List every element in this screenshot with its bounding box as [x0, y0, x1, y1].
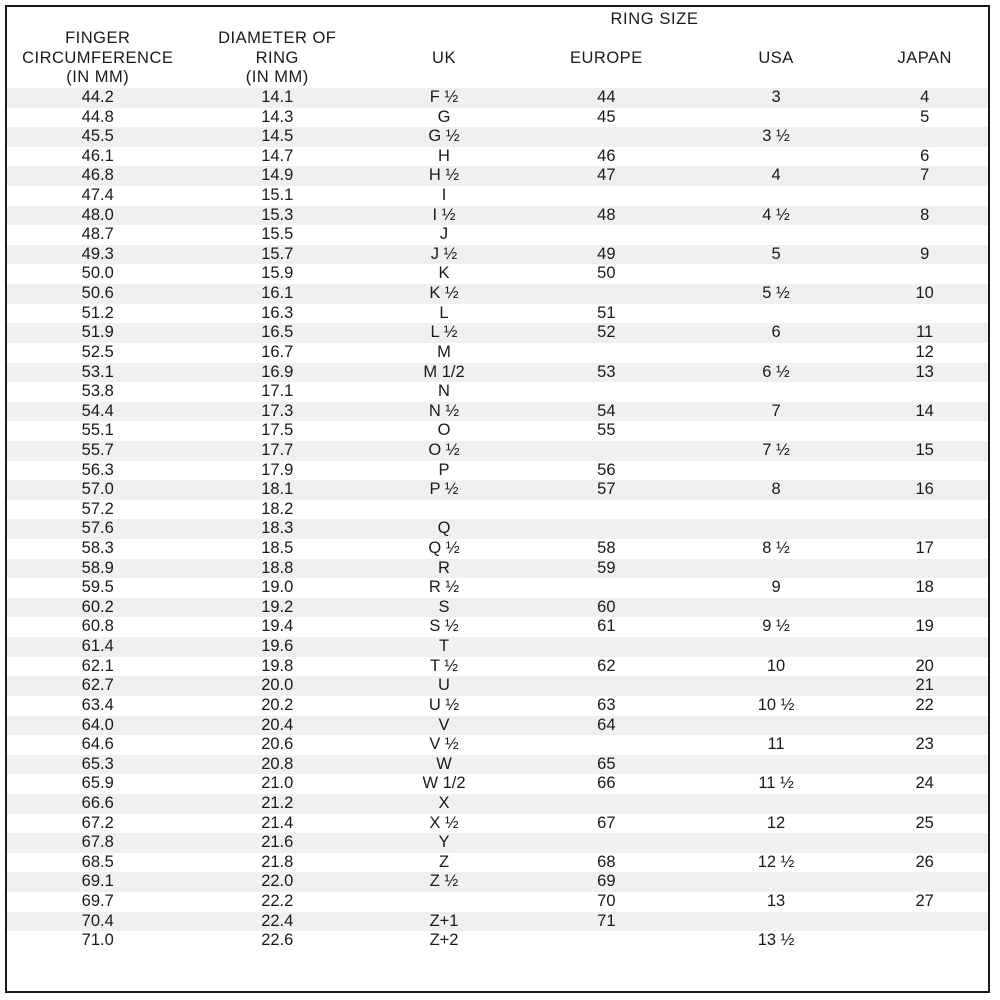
cell-europe: 59	[597, 558, 616, 577]
cell-finger_circumference: 51.9	[81, 323, 114, 342]
cell-diameter_of_ring: 21.6	[261, 833, 294, 852]
cell-uk: G	[437, 107, 451, 126]
cell-usa: 8 ½	[762, 539, 790, 558]
cell-uk: H	[438, 146, 450, 165]
cell-diameter_of_ring: 21.0	[261, 774, 294, 793]
table-row	[7, 245, 988, 265]
table-row	[7, 519, 988, 539]
cell-finger_circumference: 44.2	[81, 88, 114, 106]
cell-finger_circumference: 58.3	[81, 539, 114, 558]
cell-uk: T ½	[429, 656, 459, 675]
cell-uk: P	[438, 460, 450, 479]
cell-japan: 4	[920, 88, 930, 106]
cell-uk: J ½	[430, 244, 458, 263]
header-line: JAPAN	[897, 48, 952, 67]
table-row	[7, 853, 988, 873]
cell-uk: N ½	[428, 401, 460, 420]
cell-uk: M	[437, 342, 451, 361]
cell-finger_circumference: 66.6	[81, 793, 114, 812]
cell-europe: 62	[597, 656, 616, 675]
cell-usa: 3	[771, 88, 781, 106]
cell-finger_circumference: 60.2	[81, 597, 114, 616]
cell-diameter_of_ring: 18.2	[261, 499, 294, 518]
table-header	[7, 7, 988, 88]
cell-uk: I	[441, 186, 447, 205]
cell-uk: Z+2	[429, 931, 459, 950]
table-row	[7, 402, 988, 422]
cell-europe: 63	[597, 695, 616, 714]
cell-diameter_of_ring: 16.3	[261, 303, 294, 322]
cell-diameter_of_ring: 16.7	[261, 342, 294, 361]
cell-diameter_of_ring: 19.8	[261, 656, 294, 675]
cell-finger_circumference: 57.6	[81, 519, 114, 538]
cell-uk: M 1/2	[423, 362, 465, 381]
cell-japan: 9	[920, 244, 930, 263]
cell-diameter_of_ring: 19.0	[261, 578, 294, 597]
cell-uk: J	[439, 225, 449, 244]
cell-uk: T	[438, 637, 450, 656]
cell-europe: 46	[597, 146, 616, 165]
cell-diameter_of_ring: 18.1	[261, 480, 294, 499]
table-row	[7, 206, 988, 226]
cell-finger_circumference: 49.3	[81, 244, 114, 263]
cell-finger_circumference: 56.3	[81, 460, 114, 479]
cell-diameter_of_ring: 20.2	[261, 695, 294, 714]
cell-diameter_of_ring: 17.1	[261, 382, 294, 401]
column-header-usa	[691, 29, 862, 87]
cell-europe: 45	[597, 107, 616, 126]
cell-usa: 4	[771, 166, 781, 185]
cell-diameter_of_ring: 15.9	[261, 264, 294, 283]
cell-finger_circumference: 64.6	[81, 735, 114, 754]
cell-uk: K ½	[429, 284, 459, 303]
cell-japan: 14	[915, 401, 934, 420]
cell-usa: 5 ½	[762, 284, 790, 303]
table-row	[7, 872, 988, 892]
cell-europe: 52	[597, 323, 616, 342]
cell-diameter_of_ring: 15.3	[261, 205, 294, 224]
table-row	[7, 755, 988, 775]
cell-diameter_of_ring: 18.3	[261, 519, 294, 538]
cell-usa: 10	[766, 656, 786, 675]
table-row	[7, 578, 988, 598]
cell-finger_circumference: 55.1	[81, 421, 114, 440]
table-row	[7, 931, 988, 951]
table-row	[7, 794, 988, 814]
cell-diameter_of_ring: 15.7	[261, 244, 294, 263]
cell-finger_circumference: 52.5	[81, 342, 114, 361]
cell-finger_circumference: 57.2	[81, 499, 114, 518]
cell-diameter_of_ring: 17.5	[261, 421, 294, 440]
table-body	[7, 88, 988, 951]
table-row	[7, 500, 988, 520]
cell-japan: 23	[915, 735, 934, 754]
cell-europe: 54	[597, 401, 616, 420]
cell-diameter_of_ring: 21.2	[261, 793, 294, 812]
cell-uk: G ½	[428, 127, 460, 146]
cell-diameter_of_ring: 22.6	[261, 931, 294, 950]
table-row	[7, 284, 988, 304]
table-row	[7, 461, 988, 481]
cell-finger_circumference: 44.8	[81, 107, 114, 126]
cell-europe: 57	[597, 480, 616, 499]
cell-diameter_of_ring: 19.6	[261, 637, 294, 656]
cell-finger_circumference: 48.7	[81, 225, 114, 244]
cell-usa: 6	[771, 323, 781, 342]
cell-europe: 64	[597, 715, 616, 734]
table-row	[7, 186, 988, 206]
cell-finger_circumference: 65.3	[81, 754, 114, 773]
cell-uk: L	[439, 303, 449, 322]
cell-usa: 7 ½	[762, 440, 790, 459]
table-row	[7, 264, 988, 284]
cell-finger_circumference: 64.0	[81, 715, 114, 734]
cell-japan: 24	[915, 774, 934, 793]
table-row	[7, 912, 988, 932]
table-row	[7, 637, 988, 657]
table-row	[7, 774, 988, 794]
cell-finger_circumference: 61.4	[81, 637, 114, 656]
ring-size-chart	[5, 5, 990, 993]
column-header-diameter-of-ring	[188, 29, 366, 87]
cell-uk: W	[436, 754, 452, 773]
table-row	[7, 304, 988, 324]
cell-uk: H ½	[428, 166, 460, 185]
ring-size-group-header: RING SIZE	[610, 10, 699, 28]
column-header-row	[7, 29, 988, 87]
table-row	[7, 108, 988, 128]
cell-europe: 67	[597, 813, 616, 832]
cell-finger_circumference: 69.1	[81, 872, 114, 891]
cell-europe: 48	[597, 205, 616, 224]
table-row	[7, 539, 988, 559]
table-row	[7, 617, 988, 637]
table-row	[7, 696, 988, 716]
cell-usa: 11	[767, 735, 785, 754]
cell-usa: 12 ½	[757, 852, 795, 871]
table-row	[7, 225, 988, 245]
cell-usa: 5	[771, 244, 781, 263]
cell-uk: W 1/2	[422, 774, 466, 793]
cell-europe: 70	[597, 891, 616, 910]
table-row	[7, 716, 988, 736]
cell-japan: 22	[915, 695, 934, 714]
table-row	[7, 147, 988, 167]
cell-diameter_of_ring: 15.1	[261, 186, 294, 205]
cell-japan: 19	[915, 617, 934, 636]
column-header-finger-circumference	[7, 29, 188, 87]
cell-usa: 10 ½	[757, 695, 795, 714]
table-row	[7, 480, 988, 500]
cell-uk: Z ½	[429, 872, 459, 891]
cell-diameter_of_ring: 19.4	[261, 617, 294, 636]
table-row	[7, 735, 988, 755]
cell-japan: 16	[915, 480, 934, 499]
cell-finger_circumference: 51.2	[81, 303, 114, 322]
cell-uk: F ½	[429, 88, 459, 106]
cell-uk: V	[438, 715, 450, 734]
cell-diameter_of_ring: 16.5	[261, 323, 294, 342]
header-line: EUROPE	[570, 48, 643, 67]
cell-europe: 53	[597, 362, 616, 381]
header-line: (IN MM)	[245, 68, 309, 87]
table-row	[7, 421, 988, 441]
header-line: UK	[432, 48, 456, 67]
cell-uk: Z+1	[429, 911, 459, 930]
cell-finger_circumference: 48.0	[81, 205, 114, 224]
cell-uk: O	[437, 421, 451, 440]
cell-uk: Q ½	[428, 539, 460, 558]
cell-japan: 25	[915, 813, 934, 832]
header-line: (IN MM)	[66, 68, 130, 87]
cell-finger_circumference: 67.8	[81, 833, 114, 852]
cell-uk: X ½	[429, 813, 459, 832]
cell-usa: 11 ½	[758, 774, 794, 793]
cell-usa: 9	[771, 578, 781, 597]
cell-finger_circumference: 45.5	[81, 127, 114, 146]
cell-finger_circumference: 65.9	[81, 774, 114, 793]
cell-japan: 10	[915, 284, 934, 303]
cell-uk: R ½	[428, 578, 460, 597]
cell-diameter_of_ring: 14.1	[261, 88, 294, 106]
cell-finger_circumference: 58.9	[81, 558, 114, 577]
cell-japan: 11	[916, 323, 934, 342]
table-row	[7, 323, 988, 343]
cell-diameter_of_ring: 17.7	[261, 440, 294, 459]
cell-diameter_of_ring: 21.4	[261, 813, 294, 832]
cell-uk: R	[438, 558, 450, 577]
cell-finger_circumference: 55.7	[81, 440, 114, 459]
cell-finger_circumference: 46.8	[81, 166, 114, 185]
cell-usa: 6 ½	[762, 362, 790, 381]
cell-diameter_of_ring: 18.5	[261, 539, 294, 558]
cell-japan: 26	[915, 852, 934, 871]
cell-uk: L ½	[430, 323, 458, 342]
cell-europe: 47	[597, 166, 616, 185]
cell-diameter_of_ring: 22.2	[261, 891, 294, 910]
cell-uk: N	[438, 382, 450, 401]
table-row	[7, 676, 988, 696]
cell-uk: Q	[437, 519, 451, 538]
cell-finger_circumference: 60.8	[81, 617, 114, 636]
cell-japan: 17	[915, 539, 934, 558]
cell-uk: U ½	[428, 695, 460, 714]
cell-europe: 55	[597, 421, 616, 440]
cell-europe: 68	[597, 852, 616, 871]
cell-uk: S ½	[429, 617, 459, 636]
cell-finger_circumference: 57.0	[81, 480, 114, 499]
cell-japan: 21	[915, 676, 934, 695]
table-row	[7, 657, 988, 677]
cell-finger_circumference: 59.5	[81, 578, 114, 597]
cell-diameter_of_ring: 16.1	[261, 284, 294, 303]
table-row	[7, 892, 988, 912]
cell-europe: 71	[597, 911, 616, 930]
cell-japan: 20	[915, 656, 934, 675]
cell-diameter_of_ring: 18.8	[261, 558, 294, 577]
cell-finger_circumference: 70.4	[81, 911, 114, 930]
cell-uk: I ½	[432, 205, 456, 224]
cell-usa: 9 ½	[762, 617, 790, 636]
cell-diameter_of_ring: 14.5	[261, 127, 294, 146]
cell-japan: 18	[915, 578, 934, 597]
table-row	[7, 598, 988, 618]
header-line: RING	[255, 48, 299, 67]
cell-japan: 8	[920, 205, 930, 224]
cell-finger_circumference: 50.0	[81, 264, 114, 283]
cell-europe: 44	[597, 88, 616, 106]
cell-finger_circumference: 71.0	[81, 931, 114, 950]
cell-diameter_of_ring: 20.8	[261, 754, 294, 773]
cell-finger_circumference: 47.4	[81, 186, 114, 205]
cell-uk: Y	[438, 833, 450, 852]
cell-diameter_of_ring: 20.0	[261, 676, 294, 695]
table-row	[7, 382, 988, 402]
cell-usa: 3 ½	[762, 127, 790, 146]
table-row	[7, 363, 988, 383]
cell-usa: 7	[771, 401, 781, 420]
cell-finger_circumference: 54.4	[81, 401, 114, 420]
cell-finger_circumference: 50.6	[81, 284, 114, 303]
cell-finger_circumference: 63.4	[81, 695, 114, 714]
cell-usa: 12	[766, 813, 786, 832]
table-row	[7, 833, 988, 853]
cell-diameter_of_ring: 21.8	[261, 852, 294, 871]
cell-finger_circumference: 62.1	[81, 656, 114, 675]
header-line: CIRCUMFERENCE	[22, 48, 174, 67]
cell-japan: 13	[915, 362, 934, 381]
column-header-uk	[366, 29, 522, 87]
cell-usa: 4 ½	[762, 205, 790, 224]
cell-uk: K	[438, 264, 450, 283]
cell-finger_circumference: 67.2	[81, 813, 114, 832]
cell-europe: 60	[597, 597, 616, 616]
cell-diameter_of_ring: 15.5	[261, 225, 294, 244]
cell-europe: 51	[597, 303, 616, 322]
cell-diameter_of_ring: 14.3	[261, 107, 294, 126]
table-row	[7, 166, 988, 186]
cell-finger_circumference: 53.1	[81, 362, 114, 381]
cell-europe: 50	[597, 264, 616, 283]
cell-uk: X	[438, 793, 450, 812]
cell-finger_circumference: 62.7	[81, 676, 114, 695]
cell-finger_circumference: 69.7	[81, 891, 114, 910]
cell-japan: 15	[915, 440, 934, 459]
table-row	[7, 127, 988, 147]
cell-uk: P ½	[429, 480, 459, 499]
cell-europe: 69	[597, 872, 616, 891]
cell-diameter_of_ring: 22.4	[261, 911, 294, 930]
table-row	[7, 343, 988, 363]
cell-uk: Z	[438, 852, 450, 871]
cell-uk: U	[438, 676, 450, 695]
cell-japan: 12	[915, 342, 934, 361]
cell-diameter_of_ring: 14.7	[261, 146, 294, 165]
cell-japan: 7	[920, 166, 930, 185]
cell-europe: 49	[597, 244, 616, 263]
cell-usa: 13 ½	[757, 931, 795, 950]
cell-finger_circumference: 53.8	[81, 382, 114, 401]
cell-diameter_of_ring: 20.4	[261, 715, 294, 734]
cell-diameter_of_ring: 22.0	[261, 872, 294, 891]
column-header-europe	[522, 29, 691, 87]
cell-diameter_of_ring: 17.3	[261, 401, 294, 420]
cell-europe: 65	[597, 754, 616, 773]
cell-diameter_of_ring: 19.2	[261, 597, 294, 616]
cell-uk: S	[438, 597, 450, 616]
header-line: FINGER	[65, 29, 131, 47]
cell-finger_circumference: 68.5	[81, 852, 114, 871]
cell-japan: 27	[915, 891, 934, 910]
cell-usa: 8	[771, 480, 781, 499]
cell-uk: V ½	[429, 735, 459, 754]
cell-uk: O ½	[428, 440, 460, 459]
cell-japan: 5	[920, 107, 930, 126]
header-line: USA	[758, 48, 794, 67]
cell-europe: 61	[597, 617, 616, 636]
cell-diameter_of_ring: 14.9	[261, 166, 294, 185]
cell-japan: 6	[920, 146, 930, 165]
cell-diameter_of_ring: 16.9	[261, 362, 294, 381]
cell-usa: 13	[766, 891, 786, 910]
header-line: DIAMETER OF	[218, 29, 337, 47]
cell-europe: 58	[597, 539, 616, 558]
table-row	[7, 559, 988, 579]
cell-europe: 66	[597, 774, 616, 793]
table-row	[7, 441, 988, 461]
cell-europe: 56	[597, 460, 616, 479]
column-header-japan	[861, 29, 988, 87]
table-row	[7, 814, 988, 834]
cell-finger_circumference: 46.1	[81, 146, 114, 165]
cell-diameter_of_ring: 20.6	[261, 735, 294, 754]
cell-diameter_of_ring: 17.9	[261, 460, 294, 479]
table-row	[7, 88, 988, 108]
